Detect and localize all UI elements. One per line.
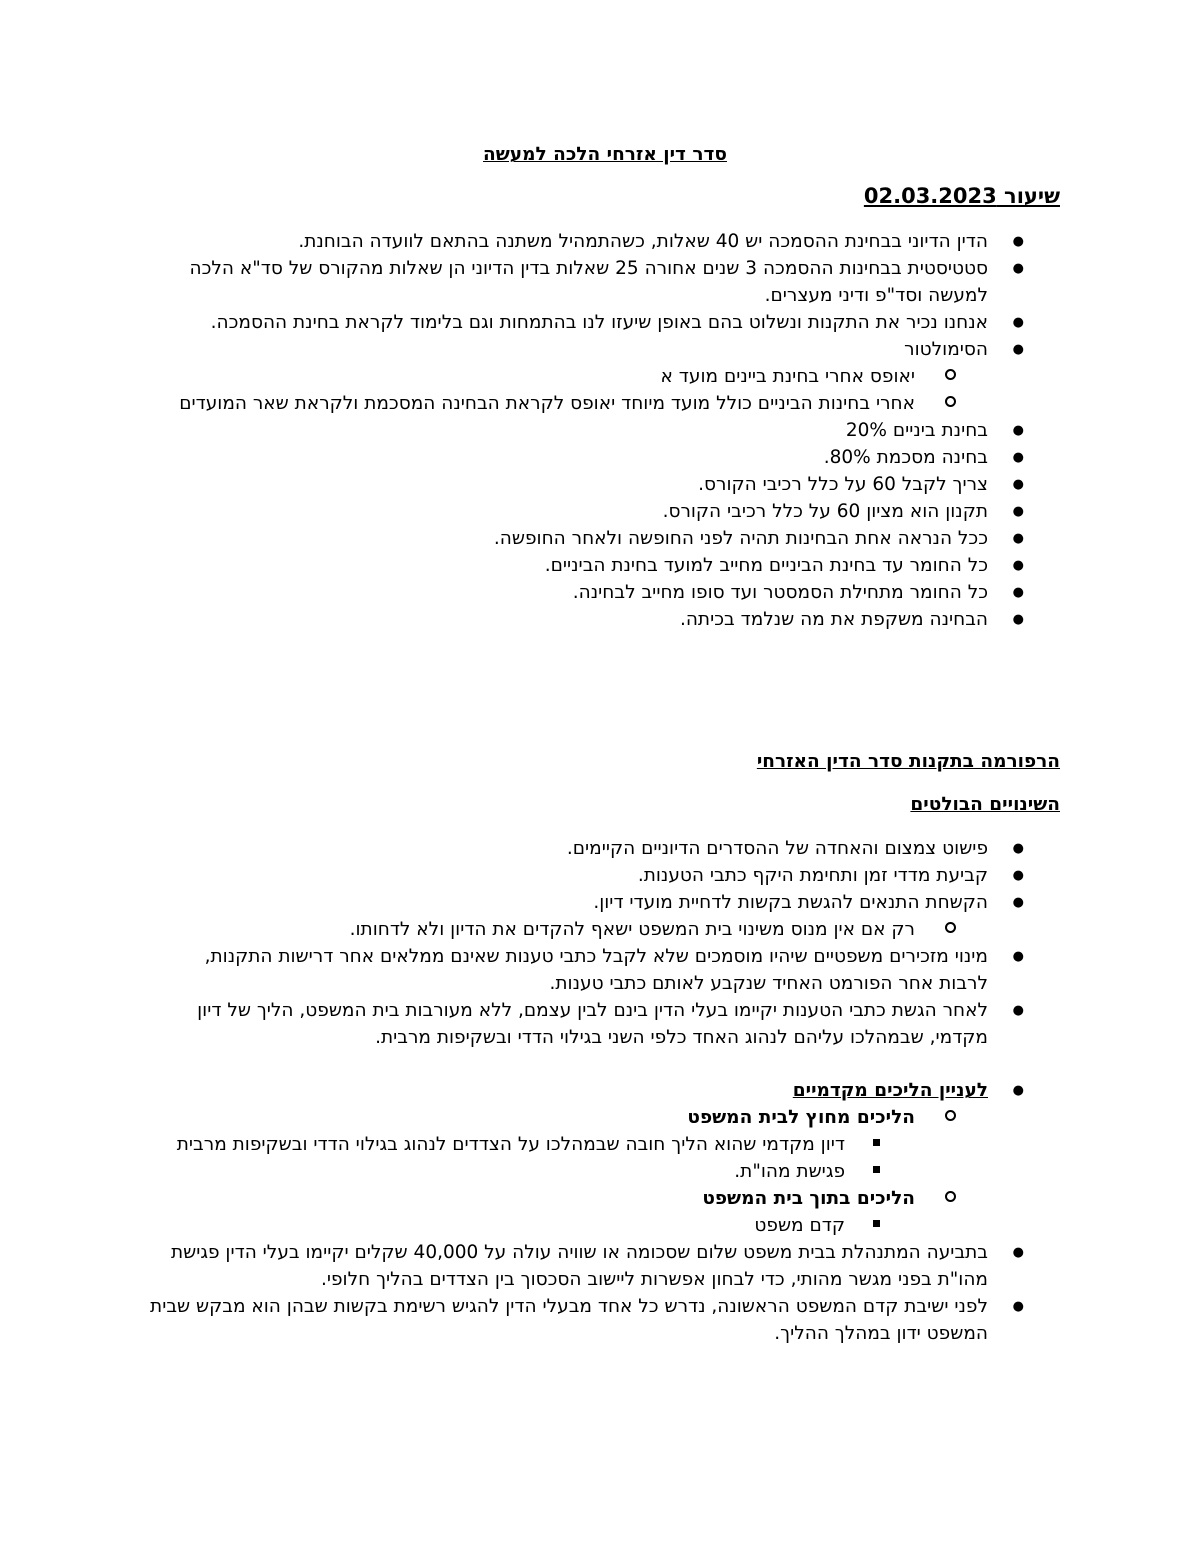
bullet-icon: ● bbox=[1012, 423, 1024, 438]
bullet-icon: ● bbox=[1012, 841, 1024, 856]
reform-heading: הרפורמה בתקנות סדר הדין האזרחי bbox=[756, 751, 1060, 772]
sub-list-item: רק אם אין מנוס משינוי בית המשפט ישאף להקדים את הדיון ולא לדחותו. bbox=[150, 916, 1060, 943]
list-item: ● כל החומר עד בחינת הביניים מחייב למועד בחינת הביניים. bbox=[150, 552, 1060, 579]
document-title: סדר דין אזרחי הלכה למעשה bbox=[483, 144, 727, 165]
list-item: ● צריך לקבל 60 על כלל רכיבי הקורס. bbox=[150, 471, 1060, 498]
circle-bullet-icon bbox=[945, 1185, 956, 1212]
bullet-icon: ● bbox=[1012, 612, 1024, 627]
list-item: ● תקנון הוא מציון 60 על כלל רכיבי הקורס. bbox=[150, 498, 1060, 525]
section1-list bbox=[150, 228, 1060, 633]
list-item: ● כל החומר מתחילת הסמסטר ועד סופו מחייב לבחינה. bbox=[150, 579, 1060, 606]
section3-list bbox=[150, 1077, 1060, 1347]
bullet-icon: ● bbox=[1012, 531, 1024, 546]
bullet-icon: ● bbox=[1012, 477, 1024, 492]
list-item: ● בחינת ביניים 20% bbox=[150, 417, 1060, 444]
list-item: ● בחינה מסכמת 80%. bbox=[150, 444, 1060, 471]
bullet-icon: ● bbox=[1012, 315, 1024, 330]
bullet-icon: ● bbox=[1012, 342, 1024, 357]
bullet-icon: ● bbox=[1012, 1245, 1024, 1260]
list-item: ● לעניין הליכים מקדמיים bbox=[150, 1077, 1060, 1104]
sub-list-item: הליכים מחוץ לבית המשפט bbox=[150, 1104, 1060, 1131]
sub-list-item: אחרי בחינות הביניים כולל מועד מיוחד יאופס לקראת הבחינה המסכמת ולקראת שאר המועדים bbox=[150, 390, 1060, 417]
section2-list bbox=[150, 835, 1060, 1051]
bullet-icon: ● bbox=[1012, 868, 1024, 883]
list-item: ● הבחינה משקפת את מה שנלמד בכיתה. bbox=[150, 606, 1060, 633]
bullet-icon: ● bbox=[1012, 234, 1024, 249]
list-item: ● ככל הנראה אחת הבחינות תהיה לפני החופשה ולאחר החופשה. bbox=[150, 525, 1060, 552]
circle-bullet-icon bbox=[945, 916, 956, 943]
circle-bullet-icon bbox=[945, 390, 956, 417]
list-item: ● לאחר הגשת כתבי הטענות יקיימו בעלי הדין בינם לבין עצמם, ללא מעורבות בית המשפט, הליך של דיון מקדמי, שבמהלכו עליהם לנהוג האחד כלפי השני בגילוי הדדי ובשקיפות מרבית. bbox=[150, 997, 1060, 1051]
bullet-icon: ● bbox=[1012, 504, 1024, 519]
square-bullet-icon bbox=[873, 1158, 880, 1185]
list-item: ● בתביעה המתנהלת בבית משפט שלום שסכומה או שוויה עולה על 40,000 שקלים יקיימו בעלי הדין פגישת מהו"ת בפני מגשר מהותי, כדי לבחון אפשרות ליישוב הסכסוך בין הצדדים בהליך חלופי. bbox=[150, 1239, 1060, 1293]
bullet-icon: ● bbox=[1012, 949, 1024, 964]
bullet-icon: ● bbox=[1012, 1003, 1024, 1018]
bullet-icon: ● bbox=[1012, 895, 1024, 910]
list-item: ● הקשחת התנאים להגשת בקשות לדחיית מועדי דיון. bbox=[150, 889, 1060, 916]
list-item: ● לפני ישיבת קדם המשפט הראשונה, נדרש כל אחד מבעלי הדין להגיש רשימת בקשות שבהן הוא מבקש שבית המשפט ידון במהלך ההליך. bbox=[150, 1293, 1060, 1347]
bullet-icon: ● bbox=[1012, 585, 1024, 600]
sub-sub-list-item: דיון מקדמי שהוא הליך חובה שבמהלכו על הצדדים לנהוג בגילוי הדדי ובשקיפות מרבית bbox=[150, 1131, 1060, 1158]
sub-list-item: הליכים בתוך בית המשפט bbox=[150, 1185, 1060, 1212]
circle-bullet-icon bbox=[945, 1104, 956, 1131]
bullet-icon: ● bbox=[1012, 450, 1024, 465]
sub-sub-list-item: פגישת מהו"ת. bbox=[150, 1158, 1060, 1185]
sub-list-item: יאופס אחרי בחינת ביינים מועד א bbox=[150, 363, 1060, 390]
list-item: ● קביעת מדדי זמן ותחימת היקף כתבי הטענות. bbox=[150, 862, 1060, 889]
changes-heading: השינויים הבולטים bbox=[910, 794, 1060, 815]
square-bullet-icon bbox=[873, 1212, 880, 1239]
circle-bullet-icon bbox=[945, 363, 956, 390]
list-item: ● הסימולטור bbox=[150, 336, 1060, 363]
list-item: ● אנחנו נכיר את התקנות ונשלוט בהם באופן שיעזו לנו בהתמחות וגם בלימוד לקראת בחינת ההסמכה. bbox=[150, 309, 1060, 336]
list-item: ● מינוי מזכירים משפטיים שיהיו מוסמכים שלא לקבל כתבי טענות שאינם ממלאים אחר דרישות התקנות, לרבות אחר הפורמט האחיד שנקבע לאותם כתבי טענות. bbox=[150, 943, 1060, 997]
sub-sub-list-item: קדם משפט bbox=[150, 1212, 1060, 1239]
bullet-icon: ● bbox=[1012, 1299, 1024, 1314]
list-item: ● פישוט צמצום והאחדה של ההסדרים הדיוניים הקיימים. bbox=[150, 835, 1060, 862]
bullet-icon: ● bbox=[1012, 1083, 1024, 1098]
list-item: ● הדין הדיוני בבחינת ההסמכה יש 40 שאלות, כשהתמהיל משתנה בהתאם לוועדה הבוחנת. bbox=[150, 228, 1060, 255]
list-item: ● סטטיסטית בבחינות ההסמכה 3 שנים אחורה 25 שאלות בדין הדיוני הן שאלות מהקורס של סד"א הלכה למעשה וסד"פ ודיני מעצרים. bbox=[150, 255, 1060, 309]
bullet-icon: ● bbox=[1012, 261, 1024, 276]
lesson-heading: שיעור 02.03.2023 bbox=[863, 184, 1060, 208]
square-bullet-icon bbox=[873, 1131, 880, 1158]
bullet-icon: ● bbox=[1012, 558, 1024, 573]
